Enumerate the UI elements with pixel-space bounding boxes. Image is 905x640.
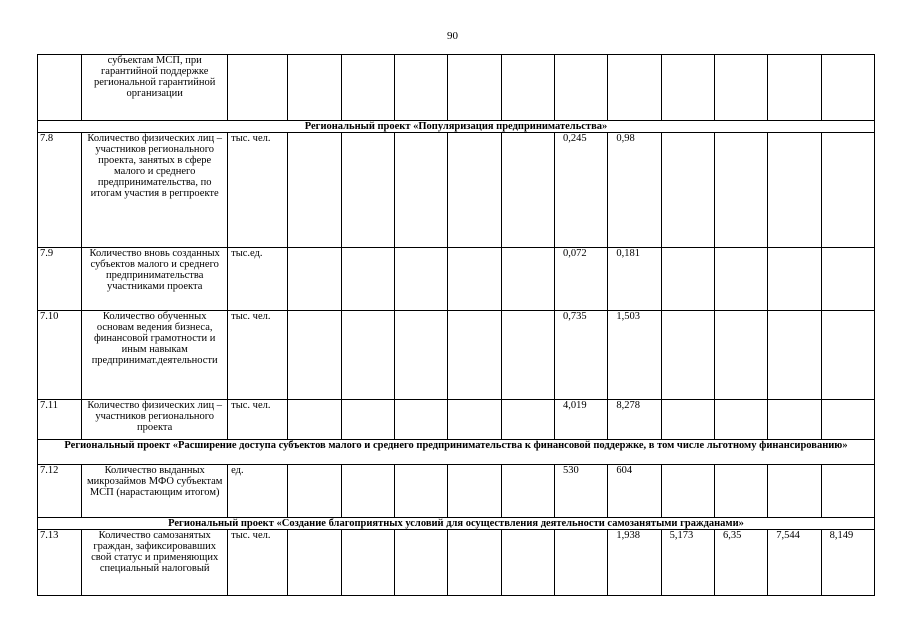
value-cell [448,530,501,596]
value-cell [661,400,714,440]
value-cell [608,55,661,121]
value-cell [661,465,714,518]
value-cell [821,55,874,121]
value-cell [768,55,821,121]
value-cell [821,248,874,311]
table-row [38,248,875,311]
value-cell [288,133,341,248]
row-number: 7.11 [38,400,82,440]
row-number: 7.13 [38,530,82,596]
value-cell [661,248,714,311]
section-title: Региональный проект «Создание благоприятных условий для осуществления деятельности самозанятыми гражданами» [38,518,875,530]
value-cell [341,55,394,121]
value-cell [714,133,767,248]
section-title: Региональный проект «Расширение доступа субъектов малого и среднего предпринимательства к финансовой поддержке, в том числе льготному финансированию» [38,440,875,465]
value-cell [448,465,501,518]
value-cell: 8,149 [821,530,874,596]
value-cell: 7,544 [768,530,821,596]
unit-cell: тыс. чел. [228,530,288,596]
value-cell [288,55,341,121]
indicators-table [37,54,875,596]
value-cell [288,530,341,596]
section-row [38,440,875,465]
indicator-name: Количество вновь созданных субъектов малого и среднего предпринимательства участниками проекта [82,248,228,311]
value-cell [714,465,767,518]
indicator-name: Количество обученных основам ведения бизнеса, финансовой грамотности и иным навыкам предпринимат.деятельности [82,311,228,400]
value-cell [341,400,394,440]
value-cell [501,400,554,440]
value-cell [341,133,394,248]
indicator-name: субъектам МСП, при гарантийной поддержке региональной гарантийной организации [82,55,228,121]
value-cell [395,311,448,400]
value-cell [448,400,501,440]
page-number: 90 [447,30,458,42]
unit-cell: тыс. чел. [228,133,288,248]
value-cell [395,400,448,440]
table-row [38,311,875,400]
value-cell [821,400,874,440]
unit-cell: тыс.ед. [228,248,288,311]
row-number: 7.8 [38,133,82,248]
value-cell [341,311,394,400]
value-cell [501,55,554,121]
unit-cell [228,55,288,121]
section-title: Региональный проект «Популяризация предпринимательства» [38,121,875,133]
value-cell [448,133,501,248]
table-row [38,530,875,596]
value-cell [395,530,448,596]
value-cell [768,311,821,400]
value-cell: 1,938 [608,530,661,596]
indicator-name: Количество физических лиц – участников регионального проекта [82,400,228,440]
indicator-name: Количество выданных микрозаймов МФО субъектам МСП (нарастающим итогом) [82,465,228,518]
table-row [38,400,875,440]
section-row [38,518,875,530]
indicator-name: Количество физических лиц – участников регионального проекта, занятых в сфере малого и среднего предпринимательства, по итогам участия в регпроекте [82,133,228,248]
value-cell [448,311,501,400]
value-cell [768,248,821,311]
value-cell [288,465,341,518]
value-cell [448,248,501,311]
value-cell: 0,245 [555,133,608,248]
value-cell [821,133,874,248]
value-cell [341,465,394,518]
value-cell: 4,019 [555,400,608,440]
value-cell: 530 [555,465,608,518]
value-cell [768,133,821,248]
value-cell [395,465,448,518]
value-cell [714,311,767,400]
row-number: 7.12 [38,465,82,518]
value-cell: 0,072 [555,248,608,311]
row-number: 7.10 [38,311,82,400]
value-cell [768,465,821,518]
value-cell: 5,173 [661,530,714,596]
table-row [38,55,875,121]
value-cell: 604 [608,465,661,518]
value-cell [501,465,554,518]
value-cell [288,248,341,311]
value-cell: 8,278 [608,400,661,440]
unit-cell: ед. [228,465,288,518]
unit-cell: тыс. чел. [228,400,288,440]
value-cell [661,311,714,400]
value-cell [341,530,394,596]
value-cell [501,133,554,248]
value-cell [714,400,767,440]
value-cell [395,55,448,121]
value-cell [821,311,874,400]
value-cell [501,248,554,311]
indicator-name: Количество самозанятых граждан, зафиксировавших свой статус и применяющих специальный налоговый [82,530,228,596]
value-cell [661,133,714,248]
value-cell [448,55,501,121]
value-cell [555,55,608,121]
value-cell [555,530,608,596]
value-cell [821,465,874,518]
value-cell [661,55,714,121]
value-cell [501,311,554,400]
value-cell [341,248,394,311]
value-cell [714,248,767,311]
value-cell [714,55,767,121]
value-cell [395,133,448,248]
row-number [38,55,82,121]
value-cell [501,530,554,596]
section-row [38,121,875,133]
table-row [38,133,875,248]
value-cell: 1,503 [608,311,661,400]
row-number: 7.9 [38,248,82,311]
table-row [38,465,875,518]
value-cell: 0,181 [608,248,661,311]
unit-cell: тыс. чел. [228,311,288,400]
value-cell: 6,35 [714,530,767,596]
value-cell: 0,735 [555,311,608,400]
value-cell [768,400,821,440]
value-cell [288,400,341,440]
value-cell [395,248,448,311]
value-cell [288,311,341,400]
value-cell: 0,98 [608,133,661,248]
